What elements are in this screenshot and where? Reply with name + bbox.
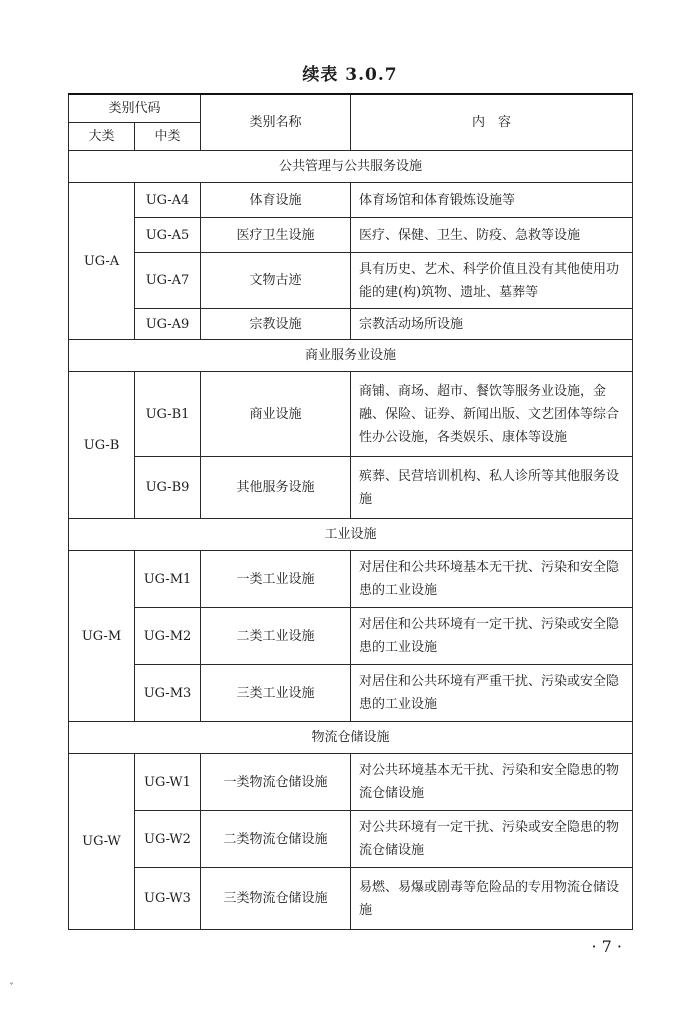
middle-code-cell: UG-A5 [135,218,201,253]
header-major: 大类 [69,123,135,151]
major-code-cell: UG-B [69,372,135,519]
section-title: 公共管理与公共服务设施 [69,151,633,183]
table-row [69,665,633,722]
content-cell: 商铺、商场、超市、餐饮等服务业设施，金融、保险、证券、新闻出版、文艺团体等综合性办公设施，各类娱乐、康体等设施 [351,372,633,457]
table-row [69,309,633,340]
table-row [69,183,633,218]
content-cell: 体育场馆和体育锻炼设施等 [351,183,633,218]
table-title: 续表 3.0.7 [302,65,398,85]
table-row [69,868,633,930]
major-code-cell: UG-M [69,551,135,722]
table-row [69,754,633,811]
section-row [69,722,633,754]
category-name-cell: 体育设施 [201,183,351,218]
category-name-cell: 文物古迹 [201,253,351,309]
stray-mark: ˇ [9,983,14,994]
content-cell: 对居住和公共环境基本无干扰、污染和安全隐患的工业设施 [351,551,633,608]
header-middle: 中类 [135,123,201,151]
section-title: 商业服务业设施 [69,340,633,372]
middle-code-cell: UG-M2 [135,608,201,665]
header-code: 类别代码 [69,94,201,123]
section-title: 物流仓储设施 [69,722,633,754]
table-row [69,551,633,608]
table-row [69,253,633,309]
content-cell: 具有历史、艺术、科学价值且没有其他使用功能的建(构)筑物、遗址、墓葬等 [351,253,633,309]
major-code-cell: UG-A [69,183,135,340]
category-name-cell: 二类工业设施 [201,608,351,665]
content-cell: 对居住和公共环境有严重干扰、污染或安全隐患的工业设施 [351,665,633,722]
page-number: · 7 · [591,937,622,956]
table-row [69,457,633,519]
category-name-cell: 二类物流仓储设施 [201,811,351,868]
category-name-cell: 商业设施 [201,372,351,457]
header-name: 类别名称 [201,94,351,151]
section-row [69,151,633,183]
section-title: 工业设施 [69,519,633,551]
table-row [69,218,633,253]
category-name-cell: 医疗卫生设施 [201,218,351,253]
table-row [69,608,633,665]
content-cell: 殡葬、民营培训机构、私人诊所等其他服务设施 [351,457,633,519]
middle-code-cell: UG-B9 [135,457,201,519]
category-name-cell: 一类物流仓储设施 [201,754,351,811]
header-content: 内 容 [351,94,633,151]
category-name-cell: 一类工业设施 [201,551,351,608]
middle-code-cell: UG-W2 [135,811,201,868]
middle-code-cell: UG-W3 [135,868,201,930]
middle-code-cell: UG-M1 [135,551,201,608]
content-cell: 对公共环境基本无干扰、污染和安全隐患的物流仓储设施 [351,754,633,811]
category-name-cell: 三类工业设施 [201,665,351,722]
header-row-top [69,94,633,123]
section-row [69,340,633,372]
table-row [69,811,633,868]
content-cell: 宗教活动场所设施 [351,309,633,340]
category-name-cell: 三类物流仓储设施 [201,868,351,930]
category-name-cell: 其他服务设施 [201,457,351,519]
middle-code-cell: UG-A4 [135,183,201,218]
content-cell: 易燃、易爆或剧毒等危险品的专用物流仓储设施 [351,868,633,930]
middle-code-cell: UG-M3 [135,665,201,722]
content-cell: 对公共环境有一定干扰、污染或安全隐患的物流仓储设施 [351,811,633,868]
content-cell: 医疗、保健、卫生、防疫、急救等设施 [351,218,633,253]
table-row [69,372,633,457]
category-name-cell: 宗教设施 [201,309,351,340]
major-code-cell: UG-W [69,754,135,930]
middle-code-cell: UG-A7 [135,253,201,309]
content-cell: 对居住和公共环境有一定干扰、污染或安全隐患的工业设施 [351,608,633,665]
classification-table [68,93,633,930]
middle-code-cell: UG-A9 [135,309,201,340]
middle-code-cell: UG-W1 [135,754,201,811]
section-row [69,519,633,551]
middle-code-cell: UG-B1 [135,372,201,457]
